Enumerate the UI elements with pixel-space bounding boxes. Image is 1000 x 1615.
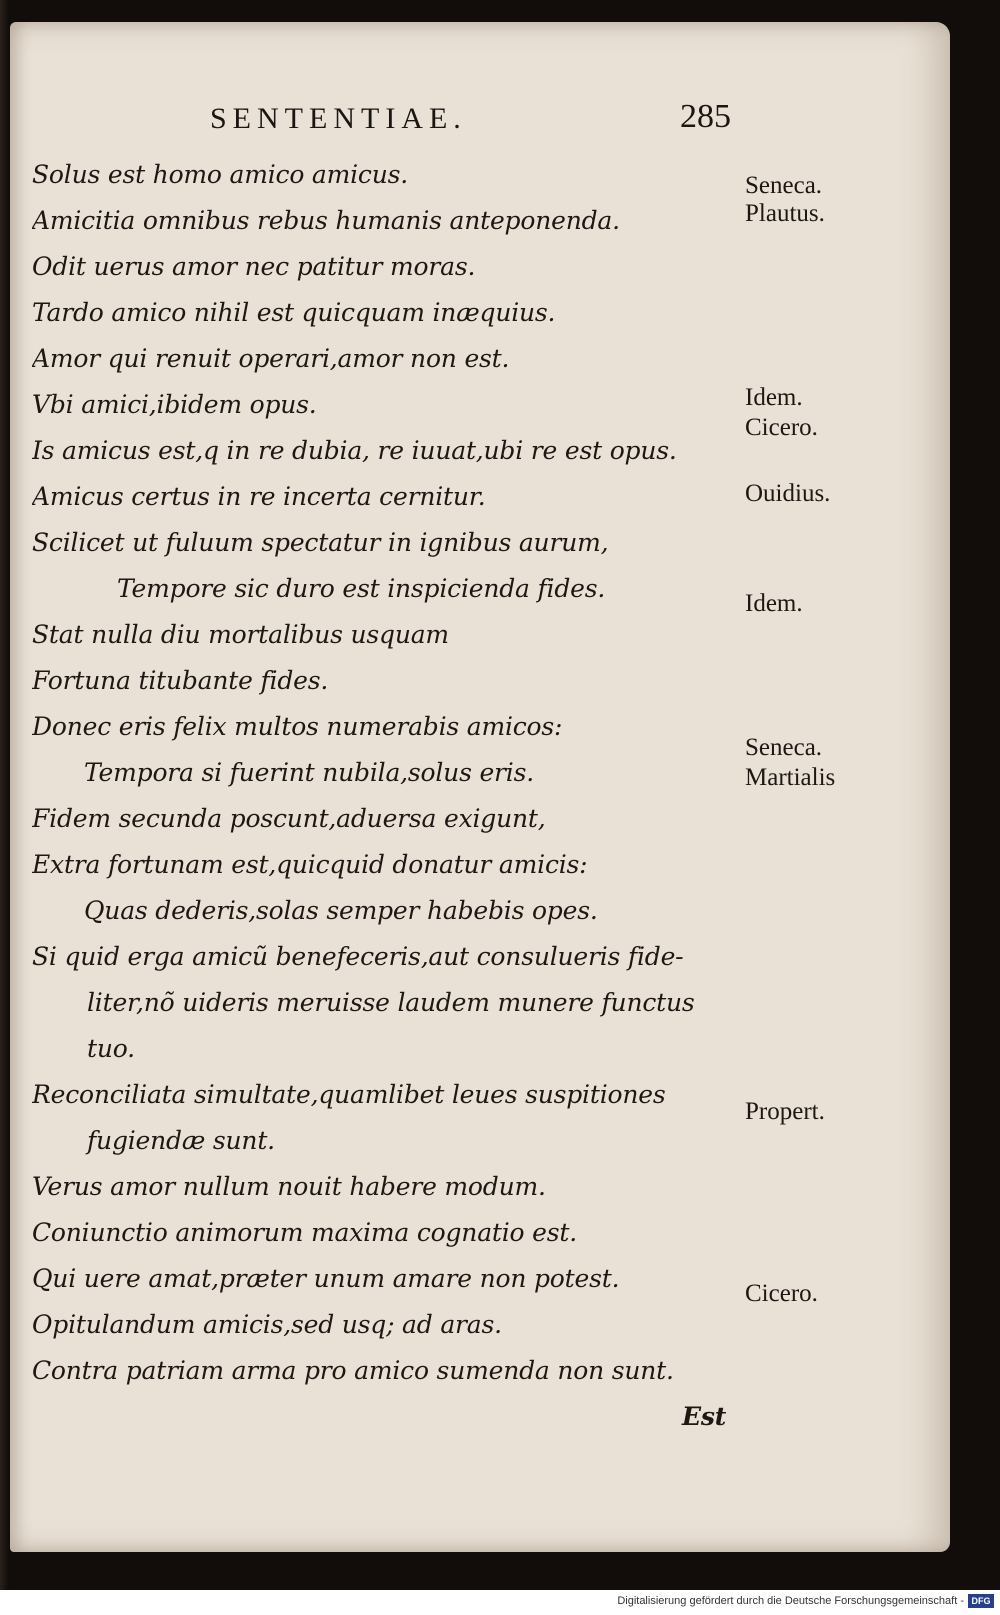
text-line: Qui uere amat,præter unum amare non potest. xyxy=(32,1264,620,1293)
book-page xyxy=(10,22,950,1552)
text-line: fugiendæ sunt. xyxy=(87,1126,275,1155)
text-line: Fidem secunda poscunt,aduersa exigunt, xyxy=(32,804,546,833)
digitization-footer xyxy=(0,1590,1000,1615)
margin-note: Seneca. xyxy=(745,172,823,199)
text-line: Is amicus est,q in re dubia, re iuuat,ubi re est opus. xyxy=(32,436,677,465)
text-line: Amicitia omnibus rebus humanis anteponenda. xyxy=(32,206,620,235)
text-line: Coniunctio animorum maxima cognatio est. xyxy=(32,1218,577,1247)
text-line: Opitulandum amicis,sed usq; ad aras. xyxy=(32,1310,502,1339)
text-line: Contra patriam arma pro amico sumenda non sunt. xyxy=(32,1356,674,1385)
text-line: Tempore sic duro est inspicienda fides. xyxy=(117,574,606,603)
catchword: Est xyxy=(682,1402,727,1431)
text-line: Stat nulla diu mortalibus usquam xyxy=(32,620,449,649)
margin-note: Propert. xyxy=(745,1098,825,1125)
text-line: Odit uerus amor nec patitur moras. xyxy=(32,252,476,281)
text-line: Fortuna titubante fides. xyxy=(32,666,329,695)
binding-edge xyxy=(0,0,10,1590)
page-number: 285 xyxy=(680,98,731,135)
footer-credit: Digitalisierung gefördert durch die Deutsche Forschungsgemeinschaft - xyxy=(617,1595,964,1607)
text-line: Amor qui renuit operari,amor non est. xyxy=(32,344,510,373)
text-line: Vbi amici,ibidem opus. xyxy=(32,390,317,419)
text-line: Tempora si fuerint nubila,solus eris. xyxy=(84,758,534,787)
text-line: Donec eris felix multos numerabis amicos: xyxy=(32,712,563,741)
margin-note: Idem. xyxy=(745,384,803,411)
text-line: Amicus certus in re incerta cernitur. xyxy=(32,482,486,511)
page-header xyxy=(210,82,731,135)
text-line: liter,nõ uideris meruisse laudem munere functus xyxy=(87,988,695,1017)
margin-note: Idem. xyxy=(745,590,803,617)
text-line: Verus amor nullum nouit habere modum. xyxy=(32,1172,546,1201)
dfg-logo: DFG xyxy=(968,1594,994,1608)
running-title: SENTENTIAE. xyxy=(210,102,467,135)
margin-note: Seneca. xyxy=(745,734,823,761)
text-line: tuo. xyxy=(87,1034,135,1063)
margin-note: Martialis xyxy=(745,764,836,791)
margin-notes xyxy=(745,22,945,1422)
text-line: Tardo amico nihil est quicquam inæquius. xyxy=(32,298,556,327)
text-block xyxy=(32,152,752,1440)
text-line: Quas dederis,solas semper habebis opes. xyxy=(84,896,598,925)
margin-note: Plautus. xyxy=(745,200,825,227)
text-line: Scilicet ut fuluum spectatur in ignibus aurum, xyxy=(32,528,609,557)
text-line: Extra fortunam est,quicquid donatur amicis: xyxy=(32,850,588,879)
text-line: Reconciliata simultate,quamlibet leues suspitiones xyxy=(32,1080,666,1109)
margin-note: Cicero. xyxy=(745,1280,818,1307)
margin-note: Ouidius. xyxy=(745,480,831,507)
text-line: Si quid erga amicũ benefeceris,aut consulueris fide- xyxy=(32,942,684,971)
text-line: Solus est homo amico amicus. xyxy=(32,160,409,189)
margin-note: Cicero. xyxy=(745,414,818,441)
